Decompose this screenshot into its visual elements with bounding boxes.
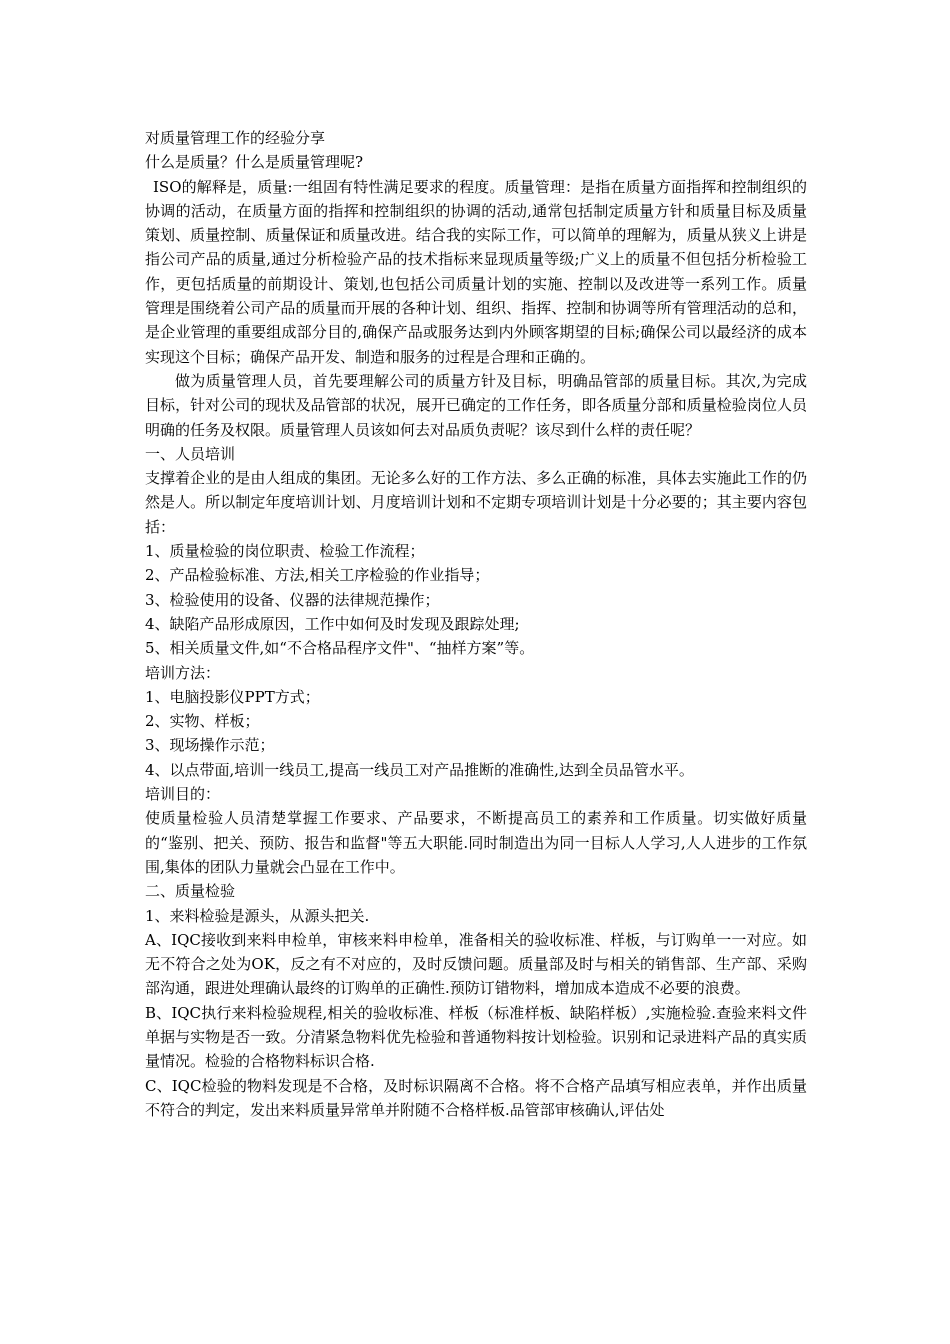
section-heading-training: 一、人员培训 — [145, 444, 236, 463]
document-body — [145, 126, 807, 1122]
paragraph-item-a: A、IQC接收到来料申检单，审核来料申检单，准备相关的验收标准、样板，与订购单一一对应。如无不符合之处为OK，反之有不对应的，及时反馈问题。质量部及时与相关的销售部、生产部、采购部沟通，跟进处理确认最终的订购单的正确性.预防订错物料，增加成本造成不必要的浪费。 — [145, 930, 807, 998]
list-item: 4、缺陷产品形成原因，工作中如何及时发现及跟踪处理; — [145, 614, 520, 633]
list-item: 3、现场操作示范； — [145, 736, 275, 755]
list-item: 4、以点带面,培训一线员工,提高一线员工对产品推断的准确性,达到全员品管水平。 — [145, 760, 694, 779]
paragraph-item-b: B、IQC执行来料检验规程,相关的验收标准、样板（标准样板、缺陷样板）,实施检验.查验来料文件单据与实物是否一致。分清紧急物料优先检验和普通物料按计划检验。识别和记录进料产品的真实质量情况。检验的合格物料标识合格. — [145, 1003, 807, 1071]
document-title: 对质量管理工作的经验分享 — [145, 129, 326, 147]
list-item: 2、实物、样板； — [145, 712, 260, 731]
question-line: 什么是质量？什么是质量管理呢? — [145, 153, 364, 172]
list-item: 3、检验使用的设备、仪器的法律规范操作； — [145, 590, 440, 609]
paragraph-manager-role: 做为质量管理人员，首先要理解公司的质量方针及目标，明确品管部的质量目标。其次,为完成目标，针对公司的现状及品管部的状况，展开已确定的工作任务，即各质量分部和质量检验岗位人员明确的任务及权限。质量管理人员该如何去对品质负责呢？该尽到什么样的责任呢？ — [145, 371, 807, 439]
paragraph-iso-definition: ISO的解释是，质量:一组固有特性满足要求的程度。质量管理：是指在质量方面指挥和控制组织的协调的活动，在质量方面的指挥和控制组织的协调的活动,通常包括制定质量方针和质量目标及质量策划、质量控制、质量保证和质量改进。结合我的实际工作，可以简单的理解为，质量从狭义上讲是指公司产品的质量,通过分析检验产品的技术指标来显现质量等级;广义上的质量不但包括分析检验工作，更包括质量的前期设计、策划,也包括公司质量计划的实施、控制以及改进等一系列工作。质量管理是围绕着公司产品的质量而开展的各种计划、组织、指挥、控制和协调等所有管理活动的总和，是企业管理的重要组成部分目的,确保产品或服务达到内外顾客期望的目标;确保公司以最经济的成本实现这个目标；确保产品开发、制造和服务的过程是合理和正确的。 — [145, 177, 807, 366]
subheading-training-purpose: 培训目的： — [145, 785, 221, 804]
paragraph-training-intro: 支撑着企业的是由人组成的集团。无论多么好的工作方法、多么正确的标准，具体去实施此工作的仍然是人。所以制定年度培训计划、月度培训计划和不定期专项培训计划是十分必要的；其主要内容包括： — [145, 469, 807, 536]
section-heading-inspection: 二、质量检验 — [145, 882, 236, 901]
paragraph-training-purpose: 使质量检验人员清楚掌握工作要求、产品要求，不断提高员工的素养和工作质量。切实做好质量的“鉴别、把关、预防、报告和监督"等五大职能.同时制造出为同一目标人人学习,人人进步的工作氛围,集体的团队力量就会凸显在工作中。 — [145, 809, 807, 876]
list-item: 5、相关质量文件,如“不合格品程序文件"、“抽样方案”等。 — [145, 639, 535, 658]
list-item: 2、产品检验标准、方法,相关工序检验的作业指导； — [145, 566, 490, 585]
paragraph-item-c: C、IQC检验的物料发现是不合格，及时标识隔离不合格。将不合格产品填写相应表单，并作出质量不符合的判定，发出来料质量异常单并附随不合格样板.品管部审核确认,评估处 — [145, 1076, 807, 1119]
inspection-point-1: 1、来料检验是源头，从源头把关. — [145, 906, 370, 925]
list-item: 1、质量检验的岗位职责、检验工作流程； — [145, 542, 425, 561]
list-item: 1、电脑投影仪PPT方式； — [145, 687, 320, 706]
subheading-training-methods: 培训方法： — [145, 663, 221, 682]
